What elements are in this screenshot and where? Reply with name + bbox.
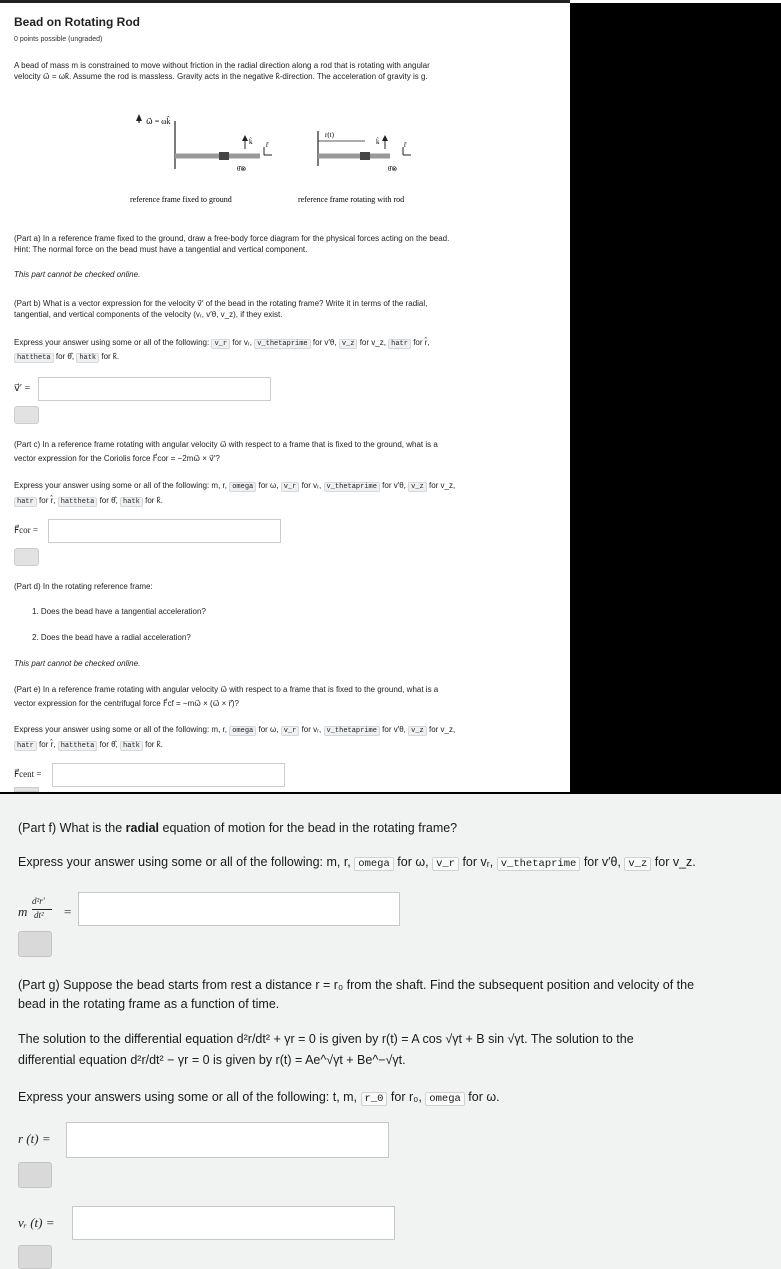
- problem-title: Bead on Rotating Rod: [14, 15, 140, 29]
- part-d-question-2: 2. Does the bead have a radial acceleration?: [32, 633, 191, 642]
- problem-panel-bottom: [0, 794, 781, 1269]
- ground-frame-diagram: [130, 114, 272, 204]
- part-g-solution-2: differential equation d²r/dt² − γr = 0 is given by r(t) = Ae^√γt + Be^−√γt.: [18, 1053, 406, 1067]
- part-c-express: Express your answer using some or all of the following: m, r, omega for ω, v_r for vᵣ, v_thetaprime for v′θ, v_z for v_z,: [14, 481, 456, 491]
- part-c-answer-label: F⃗cor =: [14, 525, 38, 535]
- part-g-line-1: (Part g) Suppose the bead starts from rest a distance r = r₀ from the shaft. Find the subsequent position and velocity of the: [18, 978, 695, 992]
- rotating-frame-diagram: [298, 131, 411, 204]
- part-a-line-1: (Part a) In a reference frame fixed to the ground, draw a free-body force diagram for the physical forces acting on the bead.: [14, 234, 450, 243]
- part-f-answer-label: m d²r′ dt² =: [18, 896, 72, 920]
- k-hat-label-right: k̂: [376, 138, 380, 146]
- part-e-express-2: hatr for r̂, hattheta for θ̂, hatk for k̂.: [14, 739, 163, 752]
- intro-line-1: A bead of mass m is constrained to move without friction in the radial direction along a rod that is rotating with angular: [14, 61, 430, 70]
- r-hat-label-right: r̂: [404, 141, 407, 149]
- part-g-velocity-submit-button[interactable]: [18, 1245, 52, 1269]
- top-border-strip: [570, 0, 781, 3]
- r-of-t-label: r(t): [325, 131, 334, 139]
- part-g-solution-1: The solution to the differential equation d²r/dt² + γr = 0 is given by r(t) = A cos √γt + B sin √γt. The solution to the: [18, 1032, 634, 1046]
- problem-panel-top: [0, 0, 570, 792]
- part-b-line-2: tangential, and vertical components of the velocity (vᵣ, v′θ, v_z), if they exist.: [14, 310, 283, 319]
- part-f-submit-button[interactable]: [18, 931, 52, 957]
- caption-ground-frame: reference frame fixed to ground: [130, 195, 232, 204]
- intro-line-2: velocity ω⃗ = ωk̂. Assume the rod is massless. Gravity acts in the negative k̂-direction. The acceleration of gravity is g.: [14, 72, 428, 81]
- points-label: 0 points possible (ungraded): [14, 36, 103, 43]
- part-e-line-1: (Part e) In a reference frame rotating with angular velocity ω⃗ with respect to a frame that is fixed to the ground, what is a: [14, 685, 439, 694]
- theta-hat-label-right: θ̂⊗: [388, 165, 398, 173]
- part-f-question: (Part f) What is the radial equation of motion for the bead in the rotating frame?: [18, 821, 458, 835]
- part-g-velocity-input[interactable]: [72, 1206, 395, 1240]
- omega-label: ω⃗ = ωk̂: [146, 117, 171, 126]
- part-b-answer-label: v⃗′ =: [14, 383, 31, 394]
- part-g-express: Express your answers using some or all of the following: t, m, r_0 for r₀, omega for ω.: [18, 1090, 500, 1105]
- part-b-express-2: hattheta for θ̂, hatk for k̂.: [14, 351, 119, 364]
- part-g-velocity-label: vᵣ (t) =: [18, 1215, 55, 1230]
- part-b-express: Express your answer using some or all of the following: v_r for vᵣ, v_thetaprime for v′θ, v_z for v_z, hatr for r̂,: [14, 338, 430, 348]
- part-g-line-2: bead in the rotating frame as a function of time.: [18, 997, 280, 1011]
- rotating-rod-figure: [120, 111, 440, 211]
- part-e-answer-input[interactable]: [52, 763, 285, 787]
- part-e-express: Express your answer using some or all of the following: m, r, omega for ω, v_r for vᵣ, v_thetaprime for v′θ, v_z for v_z,: [14, 725, 456, 735]
- part-a-line-2: Hint: The normal force on the bead must have a tangential and vertical component.: [14, 245, 308, 254]
- part-c-line-2: vector expression for the Coriolis force F⃗cor = −2mω⃗ × v⃗′?: [14, 454, 220, 463]
- part-g-position-label: r (t) =: [18, 1131, 51, 1146]
- part-b-answer-input[interactable]: [38, 377, 271, 401]
- part-c-answer-input[interactable]: [48, 519, 281, 543]
- part-d-question-1: 1. Does the bead have a tangential acceleration?: [32, 607, 206, 616]
- part-c-express-2: hatr for r̂, hattheta for θ̂, hatk for k̂.: [14, 495, 163, 508]
- theta-hat-label-left: θ̂⊗: [237, 165, 247, 173]
- part-f-express: Express your answer using some or all of the following: m, r, omega for ω, v_r for vᵣ, v_thetaprime for v′θ, v_z for v_z.: [18, 855, 696, 870]
- part-c-submit-button[interactable]: [14, 548, 39, 566]
- part-b-submit-button[interactable]: [14, 406, 39, 424]
- part-e-line-2: vector expression for the centrifugal force F⃗cf = −mω⃗ × (ω⃗ × r⃗)?: [14, 699, 239, 708]
- part-g-position-input[interactable]: [66, 1122, 389, 1158]
- part-c-line-1: (Part c) In a reference frame rotating with angular velocity ω⃗ with respect to a frame that is fixed to the ground, what is a: [14, 440, 438, 449]
- part-a-note: This part cannot be checked online.: [14, 270, 141, 279]
- part-d-heading: (Part d) In the rotating reference frame:: [14, 582, 153, 591]
- caption-rotating-frame: reference frame rotating with rod: [298, 195, 405, 204]
- part-d-note: This part cannot be checked online.: [14, 659, 141, 668]
- part-g-position-submit-button[interactable]: [18, 1162, 52, 1188]
- r-hat-label-left: r̂: [266, 141, 269, 149]
- part-b-line-1: (Part b) What is a vector expression for the velocity v⃗′ of the bead in the rotating frame? Write it in terms of the radial,: [14, 299, 428, 308]
- k-hat-label-left: k̂: [249, 138, 253, 146]
- part-f-answer-input[interactable]: [78, 892, 400, 926]
- part-e-submit-button[interactable]: [14, 787, 39, 792]
- part-e-answer-label: F⃗cent =: [14, 769, 42, 779]
